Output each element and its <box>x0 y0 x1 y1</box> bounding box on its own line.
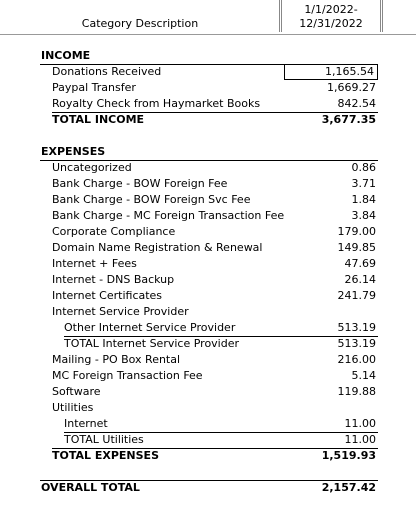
row-amount[interactable]: 216.00 <box>337 353 376 366</box>
report-row[interactable] <box>0 192 416 208</box>
overall-total-amount[interactable]: 2,157.42 <box>321 481 376 494</box>
row-label: Paypal Transfer <box>52 81 136 94</box>
date-range-end: 12/31/2022 <box>299 17 363 30</box>
row-amount[interactable]: 1,669.27 <box>327 81 376 94</box>
row-amount[interactable]: 5.14 <box>351 369 376 382</box>
report-row[interactable] <box>0 288 416 304</box>
row-amount[interactable]: 119.88 <box>337 385 376 398</box>
row-amount[interactable]: 3.71 <box>351 177 376 190</box>
row-amount[interactable]: 179.00 <box>337 225 376 238</box>
total-expenses-row[interactable] <box>0 448 416 464</box>
group-header-row[interactable] <box>0 400 416 416</box>
report-row[interactable] <box>0 80 416 96</box>
row-amount[interactable]: 1.84 <box>351 193 376 206</box>
report-row[interactable] <box>0 256 416 272</box>
group-header-row[interactable] <box>0 304 416 320</box>
row-label: Domain Name Registration & Renewal <box>52 241 263 254</box>
row-amount[interactable]: 149.85 <box>337 241 376 254</box>
report-row[interactable] <box>0 368 416 384</box>
row-amount[interactable]: 0.86 <box>351 161 376 174</box>
expenses-section-title: EXPENSES <box>41 145 106 158</box>
date-range-start: 1/1/2022- <box>304 3 358 16</box>
row-label: TOTAL Utilities <box>64 433 144 446</box>
row-label: Bank Charge - BOW Foreign Fee <box>52 177 228 190</box>
row-label: MC Foreign Transaction Fee <box>52 369 203 382</box>
total-income-label: TOTAL INCOME <box>52 113 145 126</box>
report-row[interactable] <box>0 272 416 288</box>
report-row[interactable] <box>0 176 416 192</box>
column-resize-handle[interactable] <box>279 0 282 32</box>
subtotal-row[interactable] <box>0 432 416 448</box>
row-amount[interactable]: 513.19 <box>337 337 376 350</box>
row-label: Internet Service Provider <box>52 305 189 318</box>
row-amount[interactable]: 241.79 <box>337 289 376 302</box>
income-section-header[interactable] <box>0 48 416 64</box>
row-amount[interactable]: 11.00 <box>344 433 376 446</box>
overall-total-row[interactable] <box>0 480 416 496</box>
row-label: TOTAL Internet Service Provider <box>64 337 240 350</box>
row-label: Internet Certificates <box>52 289 163 302</box>
total-expenses-label: TOTAL EXPENSES <box>52 449 159 462</box>
row-amount[interactable]: 47.69 <box>344 257 376 270</box>
report-row[interactable] <box>0 208 416 224</box>
report-row[interactable] <box>0 64 416 80</box>
column-header-description[interactable]: Category Description <box>81 17 199 30</box>
row-amount[interactable]: 11.00 <box>344 417 376 430</box>
report-row[interactable] <box>0 240 416 256</box>
row-label: Internet + Fees <box>52 257 137 270</box>
header-divider <box>0 32 416 35</box>
selected-amount-cell[interactable]: 1,165.54 <box>284 64 378 80</box>
report-row[interactable] <box>0 352 416 368</box>
row-label: Bank Charge - BOW Foreign Svc Fee <box>52 193 251 206</box>
row-label: Donations Received <box>52 65 162 78</box>
subtotal-row[interactable] <box>0 336 416 352</box>
expenses-section-header[interactable] <box>0 144 416 160</box>
report-row[interactable] <box>0 96 416 112</box>
report-row[interactable] <box>0 160 416 176</box>
row-label: Royalty Check from Haymarket Books <box>52 97 261 110</box>
row-label: Utilities <box>52 401 94 414</box>
column-header-date-range[interactable] <box>283 3 379 31</box>
report-row[interactable] <box>0 224 416 240</box>
row-label: Internet <box>64 417 108 430</box>
row-label: Software <box>52 385 101 398</box>
total-expenses-amount[interactable]: 1,519.93 <box>321 449 376 462</box>
row-amount[interactable]: 26.14 <box>344 273 376 286</box>
report-row[interactable] <box>0 320 416 336</box>
row-label: Mailing - PO Box Rental <box>52 353 181 366</box>
row-label: Other Internet Service Provider <box>64 321 236 334</box>
report-row[interactable] <box>0 416 416 432</box>
total-income-row[interactable] <box>0 112 416 128</box>
row-label: Bank Charge - MC Foreign Transaction Fee <box>52 209 285 222</box>
report-row[interactable] <box>0 384 416 400</box>
row-label: Internet - DNS Backup <box>52 273 175 286</box>
row-label: Corporate Compliance <box>52 225 176 238</box>
row-amount[interactable]: 3.84 <box>351 209 376 222</box>
total-income-amount[interactable]: 3,677.35 <box>321 113 376 126</box>
row-label: Uncategorized <box>52 161 132 174</box>
column-resize-handle[interactable] <box>380 0 383 32</box>
income-section-title: INCOME <box>41 49 91 62</box>
row-amount[interactable]: 513.19 <box>337 321 376 334</box>
row-amount[interactable]: 842.54 <box>337 97 376 110</box>
overall-total-label: OVERALL TOTAL <box>41 481 140 494</box>
